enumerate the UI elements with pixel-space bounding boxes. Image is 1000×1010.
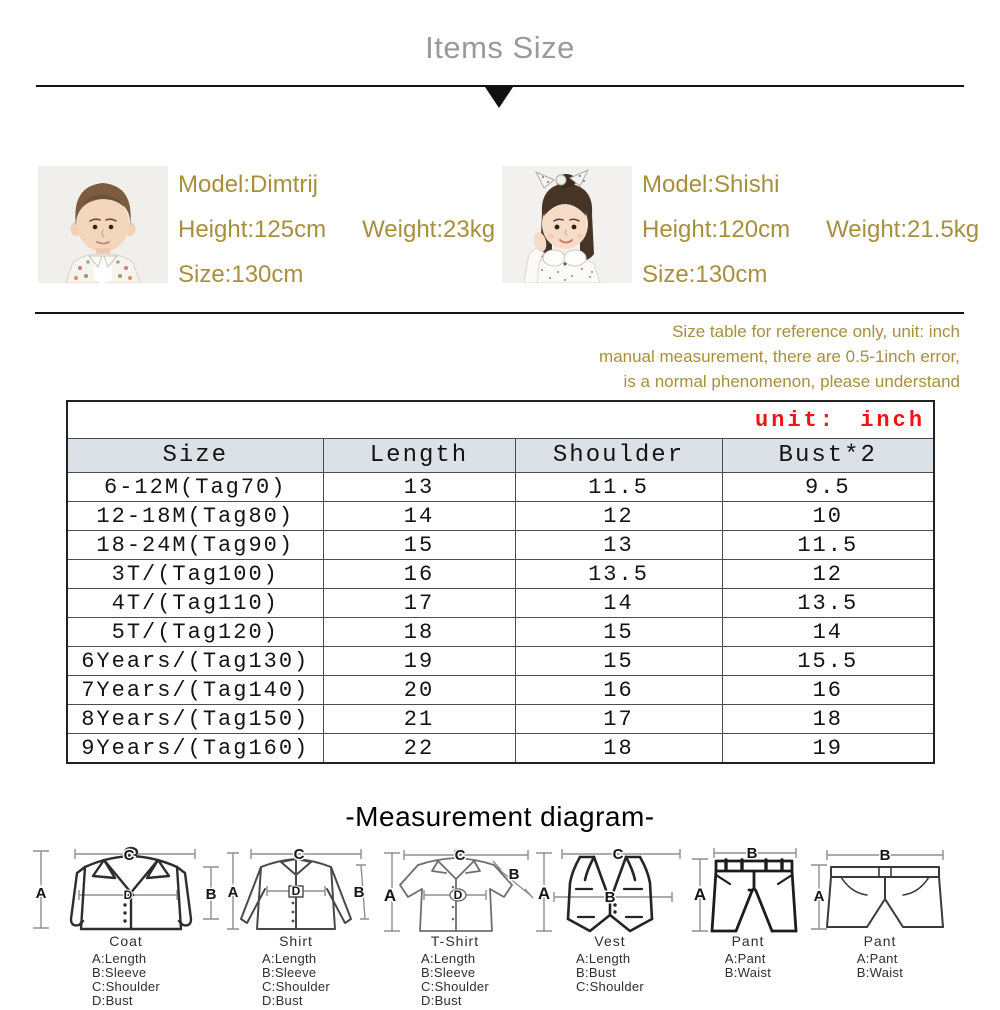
cell-size: 9Years/(Tag160): [67, 734, 323, 764]
model-size: Size:130cm: [642, 261, 768, 288]
down-arrow-icon: [485, 87, 513, 108]
size-table: [66, 400, 935, 764]
cell-size: 5T/(Tag120): [67, 618, 323, 647]
measure-letter-d: D: [291, 884, 301, 898]
disclaimer-line: Size table for reference only, unit: inch: [672, 322, 960, 341]
cell-length: 17: [323, 589, 515, 618]
diagram-name: Pant: [863, 933, 897, 949]
cell-shoulder: 11.5: [515, 473, 722, 502]
diagram-key: C:Shoulder: [261, 979, 331, 994]
shorts-diagram-icon: [809, 845, 951, 933]
cell-size: 7Years/(Tag140): [67, 676, 323, 705]
diagram-key: B:Sleeve: [420, 965, 476, 980]
vest-diagram-icon: [532, 845, 688, 933]
cell-shoulder: 13.5: [515, 560, 722, 589]
diagram-key: B:Sleeve: [91, 965, 147, 980]
diagram-key: B:Waist: [724, 965, 772, 980]
measure-letter-b: B: [353, 884, 365, 901]
middle-divider-line: [35, 312, 964, 314]
cell-size: 3T/(Tag100): [67, 560, 323, 589]
model-info-boy: [178, 171, 495, 306]
diagram-name: Coat: [109, 933, 143, 949]
model-weight: Weight:23kg: [362, 216, 496, 243]
table-row: [67, 589, 934, 618]
diagram-coat: [26, 845, 226, 1010]
cell-bust: 9.5: [722, 473, 934, 502]
diagram-key: B:Waist: [856, 965, 904, 980]
measure-letter-a: A: [813, 888, 825, 905]
cell-length: 19: [323, 647, 515, 676]
measure-letter-a: A: [35, 885, 47, 902]
diagram-key: C:Shoulder: [91, 979, 161, 994]
diagram-key: D:Bust: [420, 993, 462, 1008]
cell-length: 20: [323, 676, 515, 705]
diagram-key: A:Pant: [724, 951, 766, 966]
measure-letter-a: A: [693, 885, 707, 904]
cell-shoulder: 15: [515, 647, 722, 676]
diagram-key: A:Length: [575, 951, 631, 966]
shirt-diagram-icon: [223, 845, 369, 933]
boy-model-photo: [38, 166, 168, 283]
measure-letter-a: A: [227, 884, 239, 901]
diagram-name: Pant: [731, 933, 765, 949]
cell-size: 4T/(Tag110): [67, 589, 323, 618]
cell-shoulder: 16: [515, 676, 722, 705]
diagram-key: D:Bust: [91, 993, 133, 1008]
diagram-key: C:Shoulder: [575, 979, 645, 994]
measure-letter-a: A: [383, 886, 397, 905]
measure-letter-b: B: [604, 889, 616, 906]
diagram-name: Vest: [594, 933, 626, 949]
table-row: [67, 531, 934, 560]
cell-length: 18: [323, 618, 515, 647]
cell-size: 8Years/(Tag150): [67, 705, 323, 734]
model-name: Model:Dimtrij: [178, 171, 319, 198]
header-shoulder: Shoulder: [515, 439, 722, 473]
coat-diagram-icon: [27, 845, 225, 933]
diagram-key: D:Bust: [261, 993, 303, 1008]
cell-length: 14: [323, 502, 515, 531]
diagram-pant-long: [690, 845, 806, 982]
cell-shoulder: 13: [515, 531, 722, 560]
measure-letter-d: D: [453, 888, 463, 902]
cell-bust: 15.5: [722, 647, 934, 676]
measure-letter-c: C: [293, 846, 305, 863]
disclaimer-line: is a normal phenomenon, please understand: [623, 372, 960, 391]
unit-note: unit: inch: [67, 401, 934, 439]
cell-bust: 16: [722, 676, 934, 705]
cell-size: 18-24M(Tag90): [67, 531, 323, 560]
diagram-key: A:Length: [91, 951, 147, 966]
cell-length: 16: [323, 560, 515, 589]
table-row: [67, 647, 934, 676]
diagram-key: B:Sleeve: [261, 965, 317, 980]
table-row: [67, 560, 934, 589]
diagram-key: A:Length: [420, 951, 476, 966]
header-size: Size: [67, 439, 323, 473]
measure-letter-a: A: [537, 884, 551, 903]
measure-letter-b: B: [879, 847, 891, 864]
cell-shoulder: 17: [515, 705, 722, 734]
table-row: [67, 734, 934, 764]
measure-letter-b: B: [508, 866, 520, 883]
cell-size: 12-18M(Tag80): [67, 502, 323, 531]
diagram-vest: [532, 845, 688, 996]
model-name: Model:Shishi: [642, 171, 780, 198]
diagram-key: A:Length: [261, 951, 317, 966]
table-row: [67, 502, 934, 531]
measurement-heading: -Measurement diagram-: [345, 801, 655, 832]
table-row: [67, 473, 934, 502]
cell-bust: 18: [722, 705, 934, 734]
model-size: Size:130cm: [178, 261, 304, 288]
cell-size: 6-12M(Tag70): [67, 473, 323, 502]
cell-length: 22: [323, 734, 515, 764]
pant-diagram-icon: [690, 845, 806, 933]
table-row: [67, 705, 934, 734]
measure-letter-d: D: [123, 888, 133, 902]
table-row: [67, 618, 934, 647]
diagram-tshirt: [372, 845, 538, 1010]
model-info-girl: [642, 171, 979, 306]
cell-length: 21: [323, 705, 515, 734]
cell-length: 13: [323, 473, 515, 502]
table-row: [67, 676, 934, 705]
diagram-key: B:Bust: [575, 965, 617, 980]
diagram-key: A:Pant: [856, 951, 898, 966]
measure-letter-c: C: [123, 847, 135, 864]
measure-letter-c: C: [612, 846, 624, 863]
girl-model-photo: [502, 166, 632, 283]
tshirt-diagram-icon: [372, 845, 538, 933]
header-length: Length: [323, 439, 515, 473]
page-title: Items Size: [425, 30, 575, 65]
disclaimer-line: manual measurement, there are 0.5-1inch error,: [599, 347, 960, 366]
cell-shoulder: 15: [515, 618, 722, 647]
model-height: Height:120cm: [642, 216, 791, 243]
cell-bust: 14: [722, 618, 934, 647]
measure-letter-c: C: [454, 847, 466, 864]
model-weight: Weight:21.5kg: [826, 216, 980, 243]
cell-bust: 19: [722, 734, 934, 764]
measure-letter-b: B: [746, 845, 758, 862]
model-height: Height:125cm: [178, 216, 327, 243]
cell-length: 15: [323, 531, 515, 560]
diagram-pant-shorts: [808, 845, 952, 982]
cell-bust: 13.5: [722, 589, 934, 618]
table-header-row: [67, 439, 934, 473]
diagram-name: T-Shirt: [430, 933, 480, 949]
cell-shoulder: 14: [515, 589, 722, 618]
cell-bust: 10: [722, 502, 934, 531]
cell-shoulder: 18: [515, 734, 722, 764]
diagram-key: C:Shoulder: [420, 979, 490, 994]
measure-letter-b: B: [205, 886, 217, 903]
cell-bust: 12: [722, 560, 934, 589]
disclaimer-note: [599, 319, 960, 394]
diagram-shirt: [222, 845, 370, 1010]
header-bust: Bust*2: [722, 439, 934, 473]
cell-shoulder: 12: [515, 502, 722, 531]
unit-row: [67, 401, 934, 439]
cell-size: 6Years/(Tag130): [67, 647, 323, 676]
cell-bust: 11.5: [722, 531, 934, 560]
diagram-name: Shirt: [279, 933, 313, 949]
